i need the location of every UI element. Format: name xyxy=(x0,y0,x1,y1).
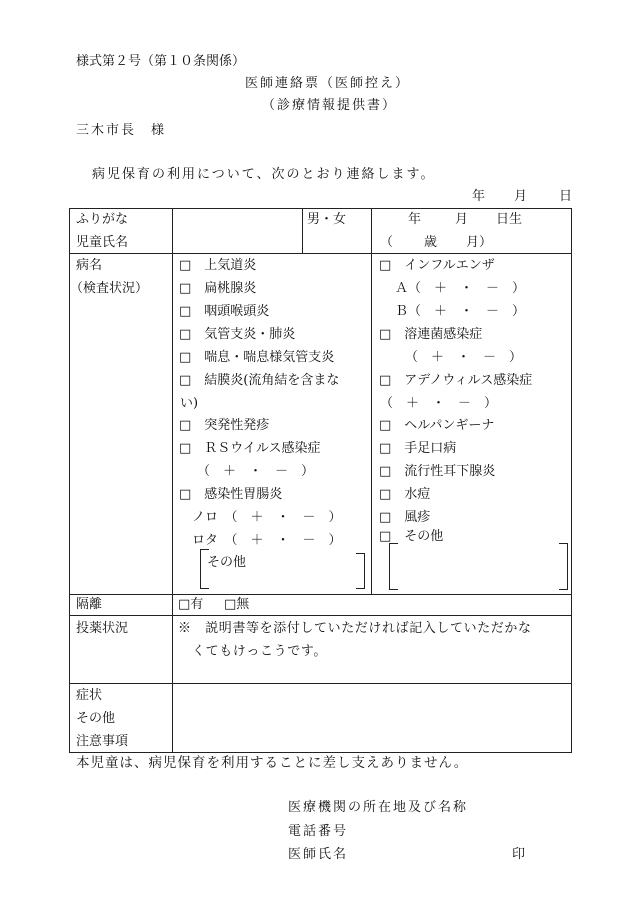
conjunctivitis-cont: い) xyxy=(180,396,199,411)
other-label-left: その他 xyxy=(207,555,247,570)
checkbox-influenza[interactable]: □ インフルエンザ xyxy=(379,258,495,273)
approval-statement: 本児童は、病児保育を利用することに差し支えありません。 xyxy=(76,755,469,771)
medication-note-line2: くてもけっこうです。 xyxy=(192,644,327,659)
date-month-label: 月 xyxy=(514,189,528,204)
checkbox-pharyngitis[interactable]: □ 咽頭喉頭炎 xyxy=(179,304,270,319)
table-rule xyxy=(371,208,372,595)
table-rule xyxy=(69,208,572,209)
rsv-test-result[interactable]: （ ＋ ・ － ） xyxy=(197,464,315,479)
checkbox-herpangina[interactable]: □ ヘルパンギーナ xyxy=(379,418,495,433)
checkbox-roseola[interactable]: □ 突発性発疹 xyxy=(179,418,270,433)
age-open-paren: （ xyxy=(380,235,394,250)
checkbox-mumps[interactable]: □ 流行性耳下腺炎 xyxy=(379,464,496,479)
checkbox-conjunctivitis[interactable]: □ 結膜炎(流角結を含まな xyxy=(179,373,340,388)
medication-label: 投薬状況 xyxy=(76,621,129,636)
furigana-label: ふりがな xyxy=(76,212,129,227)
phone-label: 電話番号 xyxy=(288,824,349,839)
table-rule xyxy=(69,615,572,616)
other-bracket-right xyxy=(356,553,365,589)
medication-field[interactable] xyxy=(173,662,570,682)
doctor-name-label: 医師氏名 xyxy=(288,847,349,862)
intro-text: 病児保育の利用について、次のとおり連絡します。 xyxy=(92,167,436,182)
checkbox-gastroenteritis[interactable]: □ 感染性胃腸炎 xyxy=(179,487,283,502)
isolation-no-checkbox[interactable]: □無 xyxy=(224,597,250,612)
symptoms-notes-label: 注意事項 xyxy=(76,734,129,749)
other-field-right[interactable] xyxy=(398,548,556,586)
symptoms-other-label: その他 xyxy=(76,711,116,726)
table-rule xyxy=(69,594,572,595)
other-field-left[interactable] xyxy=(210,570,354,588)
gender-select[interactable]: 男・女 xyxy=(307,212,347,227)
checkbox-strep[interactable]: □ 溶連菌感染症 xyxy=(379,327,483,342)
seal-mark: 印 xyxy=(512,847,526,862)
symptoms-label: 症状 xyxy=(76,688,103,703)
flu-b-test-result[interactable]: Ｂ（ ＋ ・ － ） xyxy=(395,304,526,319)
symptoms-field[interactable] xyxy=(173,684,570,751)
rota-test-result[interactable]: ロタ （ ＋ ・ － ） xyxy=(192,533,342,548)
noro-test-result[interactable]: ノロ （ ＋ ・ － ） xyxy=(192,510,342,525)
checkbox-rsv[interactable]: □ ＲＳウイルス感染症 xyxy=(179,441,321,456)
dob-birth-label: 日生 xyxy=(496,212,523,227)
table-rule xyxy=(302,208,303,254)
checkbox-rubella[interactable]: □ 風疹 xyxy=(379,510,431,525)
page-subtitle: （診療情報提供書） xyxy=(262,98,398,113)
institution-label: 医療機関の所在地及び名称 xyxy=(288,800,469,815)
checkbox-other-right[interactable]: □ その他 xyxy=(379,529,444,544)
checkbox-hfmd[interactable]: □ 手足口病 xyxy=(379,441,457,456)
other-bracket-right xyxy=(559,543,568,590)
child-name-field[interactable] xyxy=(173,209,302,253)
adeno-test-result[interactable]: （ ＋ ・ － ） xyxy=(380,396,498,411)
form-number: 様式第２号（第１０条関係） xyxy=(76,54,246,69)
checkbox-chickenpox[interactable]: □ 水痘 xyxy=(379,487,431,502)
table-rule xyxy=(69,752,572,753)
dob-year-label: 年 xyxy=(408,212,422,227)
checkbox-asthma[interactable]: □ 喘息・喘息様気管支炎 xyxy=(179,350,335,365)
addressee: 三木市長 様 xyxy=(76,123,167,138)
strep-test-result[interactable]: （ ＋ ・ － ） xyxy=(405,350,523,365)
table-rule xyxy=(571,208,572,753)
diagnosis-sublabel: （検査状況） xyxy=(70,281,149,296)
date-year-label: 年 xyxy=(472,189,486,204)
checkbox-bronchitis[interactable]: □ 気管支炎・肺炎 xyxy=(179,327,296,342)
checkbox-tonsillitis[interactable]: □ 扁桃腺炎 xyxy=(179,281,257,296)
age-years-label: 歳 xyxy=(424,235,438,250)
date-day-label: 日 xyxy=(559,189,573,204)
checkbox-adenovirus[interactable]: □ アデノウィルス感染症 xyxy=(379,373,533,388)
table-rule xyxy=(69,253,572,254)
checkbox-upper-respiratory[interactable]: □ 上気道炎 xyxy=(179,258,257,273)
age-months-label: 月） xyxy=(466,235,493,250)
isolation-label: 隔離 xyxy=(76,597,103,612)
diagnosis-label: 病名 xyxy=(76,258,103,273)
other-bracket-left xyxy=(389,543,398,590)
dob-month-label: 月 xyxy=(455,212,469,227)
child-name-label: 児童氏名 xyxy=(76,235,129,250)
page-title: 医師連絡票（医師控え） xyxy=(245,76,411,91)
isolation-yes-checkbox[interactable]: □有 xyxy=(178,597,204,612)
flu-a-test-result[interactable]: Ａ（ ＋ ・ － ） xyxy=(395,281,526,296)
medication-note-line1: ※ 説明書等を添付していただければ記入していただかな xyxy=(178,621,532,636)
